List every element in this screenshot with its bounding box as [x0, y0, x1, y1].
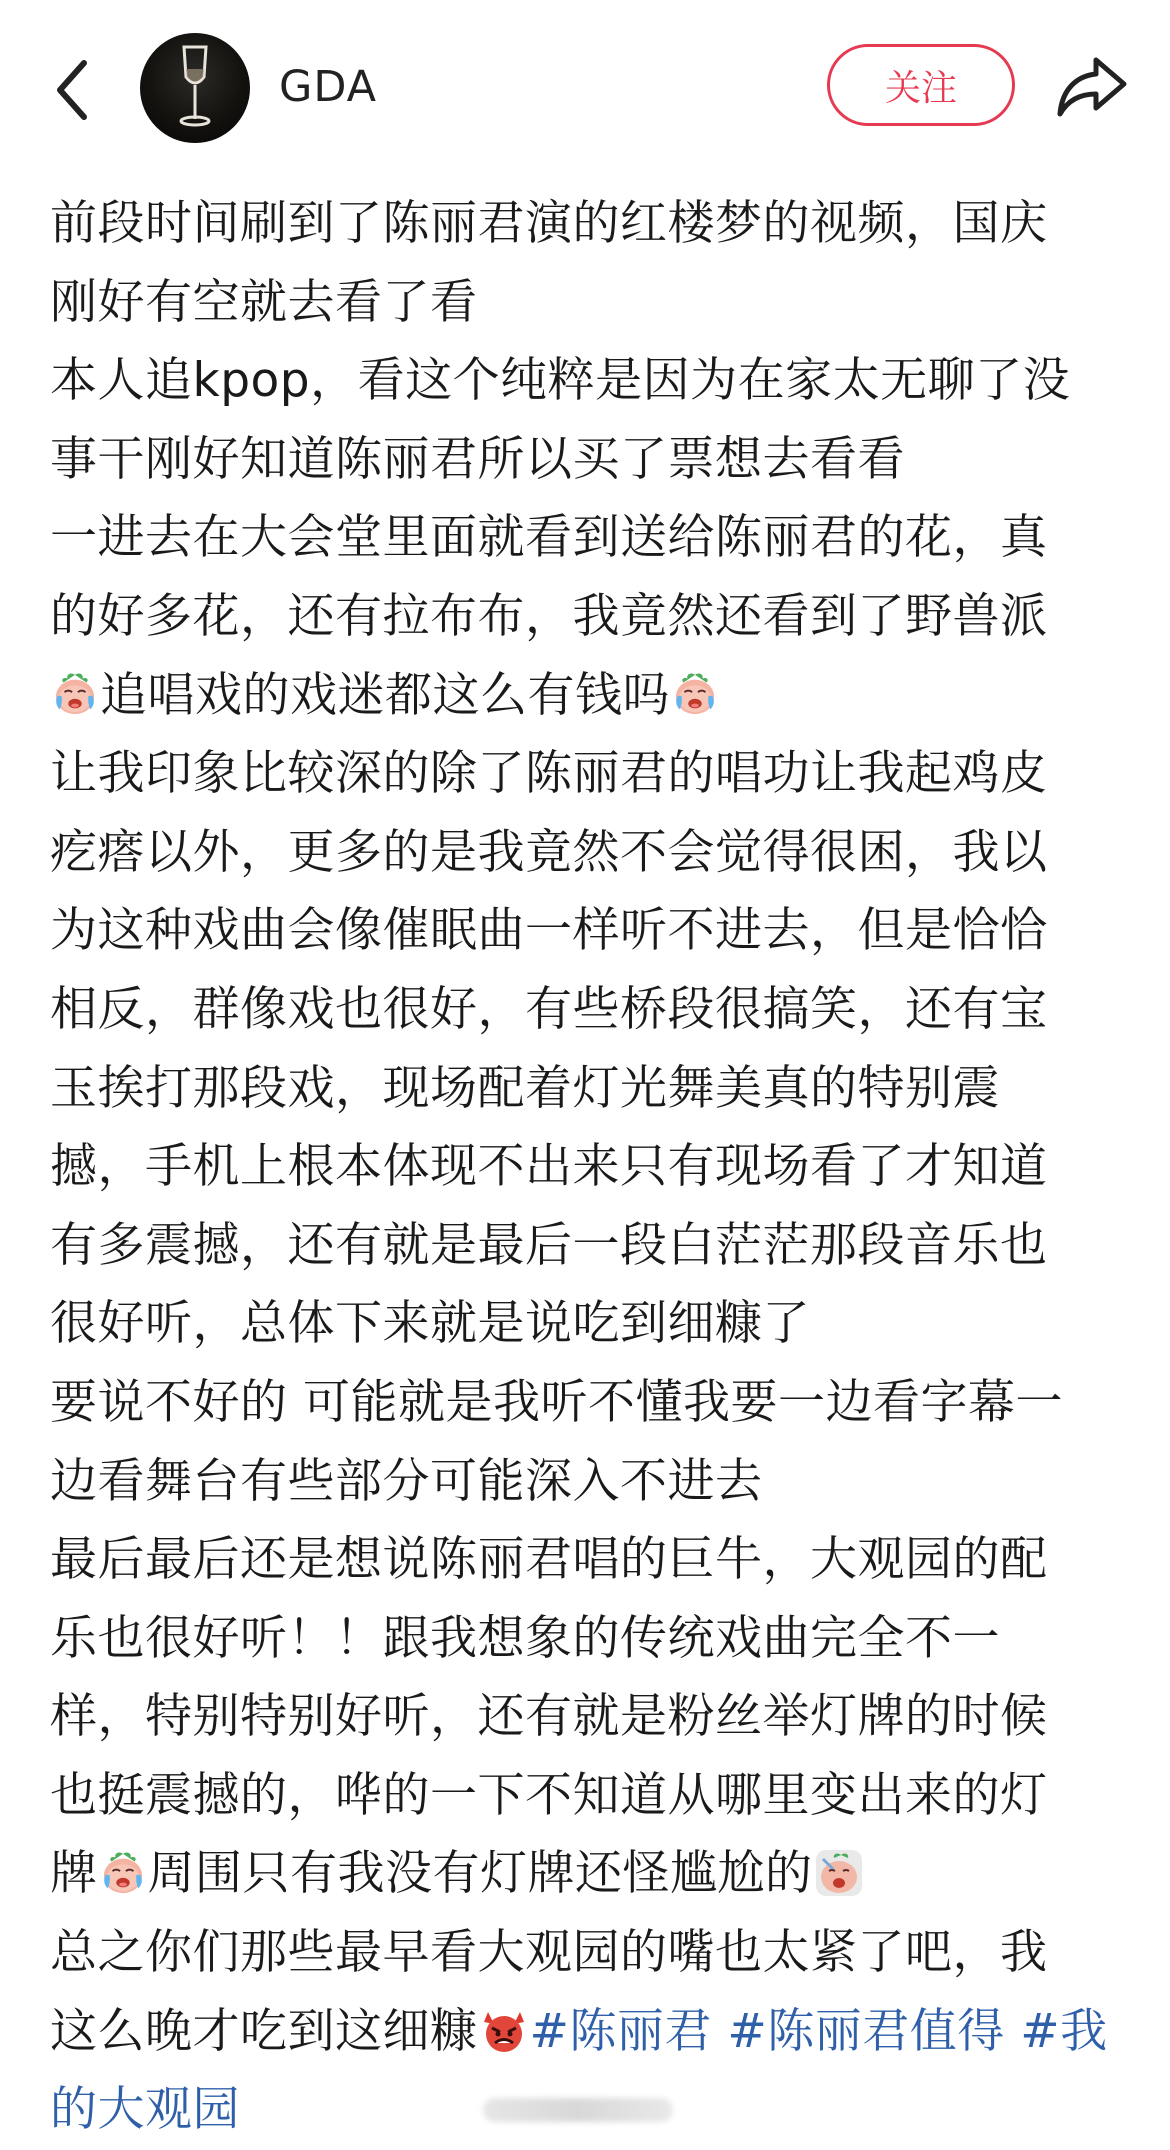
- crying-peach-emoji-icon: [52, 671, 98, 717]
- wine-glass-icon: [140, 33, 250, 143]
- crying-peach-emoji-icon: [672, 671, 718, 717]
- post-line: 很好听，总体下来就是说吃到细糠了: [50, 1296, 810, 1352]
- post-line: 疙瘩以外，更多的是我竟然不会觉得很困，我以: [50, 824, 1048, 880]
- post-line: 最后最后还是想说陈丽君唱的巨牛，大观园的配: [50, 1532, 1048, 1588]
- share-icon[interactable]: [1056, 54, 1128, 120]
- avatar[interactable]: [140, 33, 250, 143]
- hashtag-link[interactable]: #陈丽君: [529, 2003, 712, 2059]
- post-line: 让我印象比较深的除了陈丽君的唱功让我起鸡皮: [50, 746, 1048, 802]
- post-line-text: 追唱戏的戏迷都这么有钱吗: [100, 667, 670, 723]
- post-line: [50, 1835, 1130, 1914]
- post-line: 总之你们那些最早看大观园的嘴也太紧了吧，我: [50, 1925, 1048, 1981]
- hashtag-link[interactable]: 的大观园: [50, 2082, 240, 2138]
- post-header: [0, 0, 1170, 180]
- post-line: 为这种戏曲会像催眠曲一样听不进去，但是恰恰: [50, 903, 1048, 959]
- hashtag-link[interactable]: #陈丽君值得: [727, 2003, 1005, 2059]
- post-line: 一进去在大会堂里面就看到送给陈丽君的花，真: [50, 510, 1048, 566]
- post-line: 乐也很好听！！跟我想象的传统戏曲完全不一: [50, 1610, 1000, 1666]
- crying-peach-emoji-icon: [100, 1850, 146, 1896]
- username[interactable]: GDA: [279, 62, 378, 112]
- follow-button[interactable]: 关注: [827, 44, 1015, 126]
- post-line-text: 牌: [50, 1846, 98, 1902]
- post-line: 边看舞台有些部分可能深入不进去: [50, 1453, 763, 1509]
- post-line: 的好多花，还有拉布布，我竟然还看到了野兽派: [50, 588, 1048, 644]
- post-line: 样，特别特别好听，还有就是粉丝举灯牌的时候: [50, 1689, 1048, 1745]
- post-line: 有多震撼，还有就是最后一段白茫茫那段音乐也: [50, 1217, 1048, 1273]
- angry-devil-emoji-icon: [480, 2006, 528, 2054]
- post-line: [50, 657, 1130, 736]
- blurred-watermark: [483, 2098, 673, 2122]
- post-line: [50, 1993, 1130, 2072]
- post-line-text: 周围只有我没有灯牌还怪尴尬的: [147, 1846, 813, 1902]
- post-line: 要说不好的 可能就是我听不懂我要一边看字幕一: [50, 1374, 1063, 1430]
- post-line: 也挺震撼的，哗的一下不知道从哪里变出来的灯: [50, 1767, 1048, 1823]
- post-line: 撼，手机上根本体现不出来只有现场看了才知道: [50, 1139, 1048, 1195]
- post-line: 相反，群像戏也很好，有些桥段很搞笑，还有宝: [50, 981, 1048, 1037]
- post-line: 前段时间刷到了陈丽君演的红楼梦的视频，国庆: [50, 196, 1048, 251]
- post-line: 刚好有空就去看了看: [50, 274, 478, 330]
- post-line-text: 这么晚才吃到这细糠: [50, 2003, 478, 2059]
- back-arrow-icon[interactable]: [52, 55, 92, 125]
- post-line: 玉挨打那段戏，现场配着灯光舞美真的特别震: [50, 1060, 1000, 1116]
- post-body: [50, 185, 1130, 2150]
- hashtag-link[interactable]: #我: [1020, 2003, 1108, 2059]
- post-line: 本人追kpop，看这个纯粹是因为在家太无聊了没: [50, 353, 1071, 409]
- sad-peach-emoji-icon: [815, 1849, 863, 1897]
- post-line: 事干刚好知道陈丽君所以买了票想去看看: [50, 431, 905, 487]
